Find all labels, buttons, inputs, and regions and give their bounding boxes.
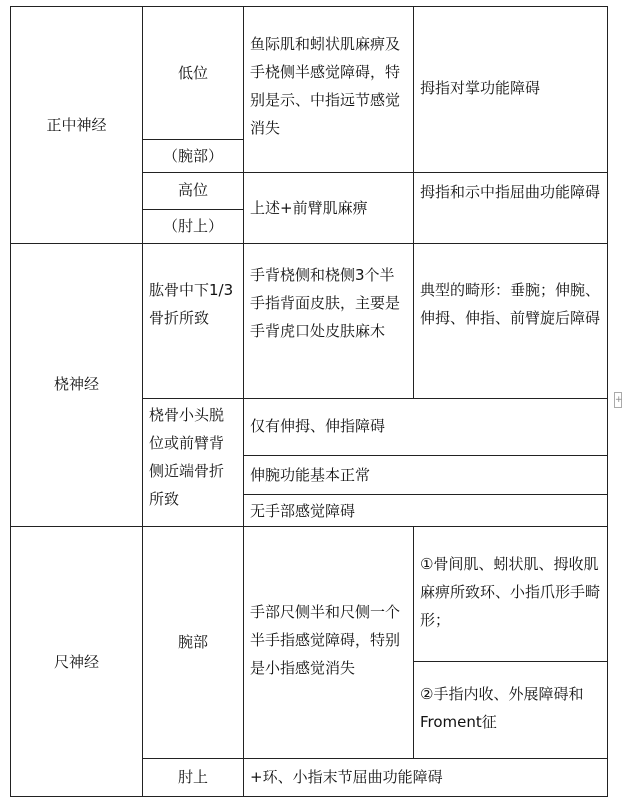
grid-line — [413, 6, 414, 243]
ulnar-elbow-desc: +环、小指末节屈曲功能障碍 — [250, 768, 443, 786]
ulnar-wrist-sensory: 手部尺侧半和尺侧一个半手指感觉障碍，特别是小指感觉消失 — [250, 603, 401, 677]
median-high-sensory: 上述+前臂肌麻痹 — [250, 199, 368, 217]
grid-line — [142, 758, 607, 759]
median-low-sub-label: （腕部） — [162, 147, 223, 165]
ulnar-wrist-motor1: ①骨间肌、蚓状肌、拇收肌麻痹所致环、小指爪形手畸形； — [420, 555, 601, 629]
ulnar-elbow-label: 肘上 — [177, 768, 208, 786]
ulnar-nerve-label: 尺神经 — [53, 653, 99, 671]
ulnar-wrist-motor2: ②手指内收、外展障碍和Froment征 — [420, 685, 584, 731]
median-low-label: 低位 — [177, 64, 208, 82]
median-high-sub-label: （肘上） — [162, 217, 223, 235]
ulnar-wrist-label: 腕部 — [177, 633, 208, 651]
radial-site1-motor: 典型的畸形：垂腕；伸腕、伸拇、伸指、前臂旋后障碍 — [420, 281, 601, 327]
grid-line — [142, 139, 243, 140]
grid-line — [243, 494, 607, 495]
radial-site1-label: 肱骨中下1/3骨折所致 — [149, 281, 234, 327]
grid-line — [243, 455, 607, 456]
grid-line — [142, 398, 607, 399]
grid-line — [607, 6, 608, 797]
median-low-motor: 拇指对掌功能障碍 — [420, 79, 541, 97]
grid-line — [142, 209, 243, 210]
grid-line — [10, 796, 607, 797]
radial-site2-line2: 伸腕功能基本正常 — [250, 466, 371, 484]
grid-line — [142, 172, 607, 173]
median-nerve-label: 正中神经 — [46, 116, 107, 134]
radial-nerve-label: 桡神经 — [53, 375, 99, 393]
radial-site1-sensory: 手背桡侧和桡侧3个半手指背面皮肤，主要是手背虎口处皮肤麻木 — [250, 266, 401, 340]
radial-site2-label: 桡骨小头脱位或前臂背侧近端骨折所致 — [149, 406, 225, 508]
table-resize-handle[interactable]: + — [614, 392, 622, 408]
median-high-motor: 拇指和示中指屈曲功能障碍 — [420, 183, 601, 201]
grid-line — [413, 661, 607, 662]
grid-line — [10, 243, 607, 244]
median-low-sensory: 鱼际肌和蚓状肌麻痹及手桡侧半感觉障碍，特别是示、中指远节感觉消失 — [250, 35, 401, 137]
median-high-label: 高位 — [177, 181, 208, 199]
radial-site2-line3: 无手部感觉障碍 — [250, 502, 356, 520]
grid-line — [10, 6, 607, 7]
grid-line — [10, 526, 607, 527]
radial-site2-line1: 仅有伸拇、伸指障碍 — [250, 417, 386, 435]
